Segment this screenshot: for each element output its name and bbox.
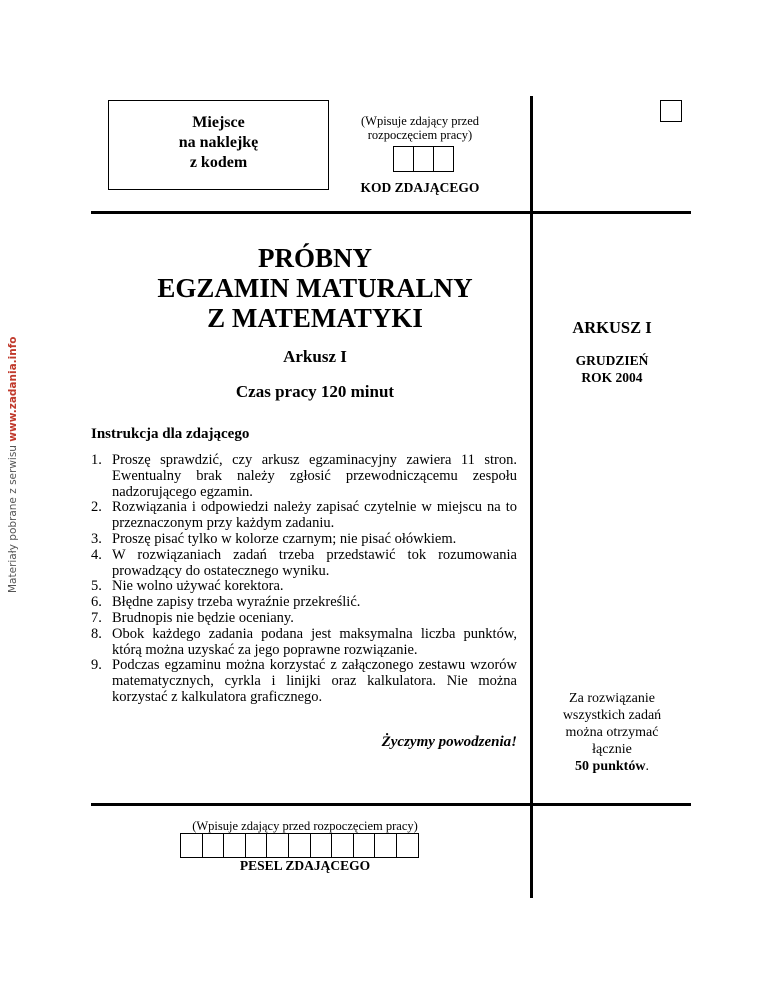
points-line: można otrzymać [565, 725, 659, 740]
list-item: 5. Nie wolno używać korektora. [91, 578, 284, 595]
code-note-line2: rozpoczęciem pracy) [367, 128, 473, 142]
exam-year: ROK 2004 [581, 370, 643, 385]
points-line: łącznie [592, 742, 632, 757]
right-sheet-label: ARKUSZ I [572, 318, 652, 337]
top-divider [91, 211, 691, 214]
pesel-cell[interactable] [331, 833, 354, 858]
exam-month: GRUDZIEŃ [575, 353, 649, 368]
list-item: 2. Rozwiązania i odpowiedzi należy zapisać czytelnie w miejscu na to przeznaczonym przy każdym zadaniu. [91, 499, 517, 532]
title-line3: Z MATEMATYKI [207, 303, 423, 333]
pesel-cell[interactable] [180, 833, 203, 858]
sheet-name: Arkusz I [283, 347, 347, 366]
list-item: 7. Brudnopis nie będzie oceniany. [91, 609, 294, 626]
pesel-cell[interactable] [374, 833, 397, 858]
pesel-cell[interactable] [266, 833, 289, 858]
sticker-line: na naklejkę [178, 134, 259, 151]
sticker-line: Miejsce [192, 114, 245, 131]
code-cell[interactable] [433, 146, 454, 172]
points-total-line [533, 758, 691, 775]
pesel-cell[interactable] [245, 833, 268, 858]
code-cell[interactable] [393, 146, 414, 172]
corner-checkbox[interactable] [660, 100, 682, 122]
list-item: 9. Podczas egzaminu można korzystać z załączonego zestawu wzorów matematycznych, cyrkla i linijki oraz kalkulatora. Nie można korzystać z kalkulatora graficznego. [91, 657, 517, 705]
points-info [533, 690, 691, 775]
column-divider [530, 96, 533, 898]
code-cell[interactable] [413, 146, 434, 172]
points-line: Za rozwiązanie [569, 691, 655, 706]
list-item: 3. Proszę pisać tylko w kolorze czarnym; nie pisać ołówkiem. [91, 530, 457, 547]
title-line2: EGZAMIN MATURALNY [157, 273, 473, 303]
pesel-cells [180, 833, 419, 858]
list-item: 4. W rozwiązaniach zadań trzeba przedstawić tok rozumowania prowadzący do ostatecznego wyniku. [91, 546, 517, 579]
points-line: wszystkich zadań [562, 708, 662, 723]
code-cells [393, 146, 454, 172]
instructions-heading: Instrukcja dla zdającego [91, 426, 250, 442]
points-dot: . [645, 759, 649, 774]
pesel-cell[interactable] [223, 833, 246, 858]
watermark-prefix: Materiały pobrane z serwisu [7, 441, 19, 593]
watermark-site-link[interactable]: www.zadania.info [7, 336, 19, 442]
list-item: 6. Błędne zapisy trzeba wyraźnie przekreślić. [91, 594, 361, 611]
pesel-note: (Wpisuje zdający przed rozpoczęciem pracy) [192, 819, 418, 833]
pesel-cell[interactable] [396, 833, 419, 858]
pesel-cell[interactable] [353, 833, 376, 858]
pesel-cell[interactable] [310, 833, 333, 858]
sticker-line: z kodem [189, 154, 248, 171]
code-note [340, 114, 500, 142]
pesel-label: PESEL ZDAJĄCEGO [239, 858, 371, 873]
exam-duration: Czas pracy 120 minut [235, 382, 395, 401]
bottom-divider [91, 803, 691, 806]
code-label: KOD ZDAJĄCEGO [360, 180, 480, 195]
pesel-cell[interactable] [288, 833, 311, 858]
sticker-box [108, 100, 329, 190]
list-item: 1. Proszę sprawdzić, czy arkusz egzaminacyjny zawiera 11 stron. Ewentualny brak należy zgłosić przewodniczącemu zespołu nadzorującego egzamin. [91, 452, 517, 500]
points-total: 50 punktów [575, 759, 646, 774]
instructions-list [91, 453, 517, 706]
title-line1: PRÓBNY [258, 243, 372, 273]
pesel-cell[interactable] [202, 833, 225, 858]
list-item: 8. Obok każdego zadania podana jest maksymalna liczba punktów, którą można uzyskać za jego poprawne rozwiązanie. [91, 625, 517, 658]
good-luck-message: Życzymy powodzenia! [381, 734, 517, 750]
code-note-line1: (Wpisuje zdający przed [361, 114, 479, 128]
watermark [7, 336, 19, 593]
